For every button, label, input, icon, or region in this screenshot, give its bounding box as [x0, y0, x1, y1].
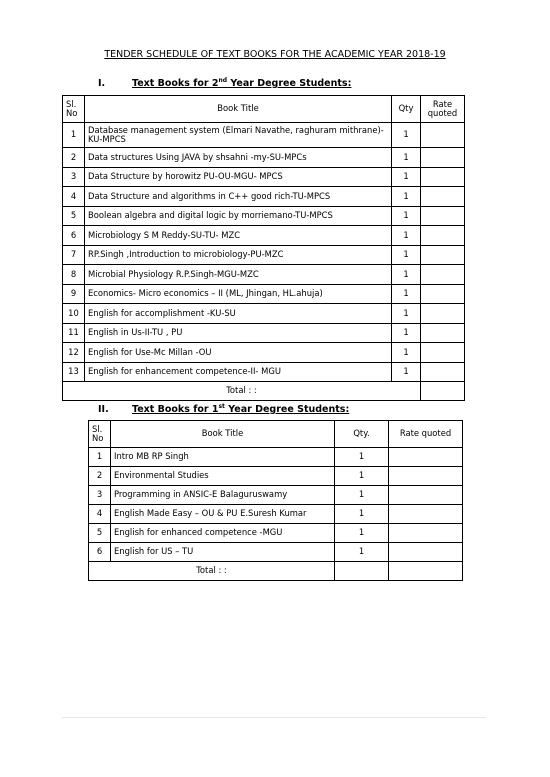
qty-cell: 1 [392, 148, 421, 168]
table-row [63, 148, 465, 168]
rate-quoted-cell [421, 226, 465, 246]
qty-cell: 1 [335, 505, 389, 524]
col-header-book-title: Book Title [85, 96, 392, 123]
qty-cell: 1 [392, 323, 421, 343]
table-row [63, 284, 465, 304]
book-title-cell: Boolean algebra and digital logic by morriemano-TU-MPCS [85, 206, 392, 226]
rate-quoted-cell [421, 167, 465, 187]
sl-no-cell: 1 [63, 123, 85, 148]
total-label: Total : : [89, 562, 335, 581]
rate-quoted-cell [421, 148, 465, 168]
book-title-cell: English Made Easy – OU & PU E.Suresh Kumar [111, 505, 335, 524]
book-title-cell: Database management system (Elmari Navathe, raghuram mithrane)- KU-MPCS [85, 123, 392, 148]
sl-no-cell: 1 [89, 448, 111, 467]
book-title-cell: Intro MB RP Singh [111, 448, 335, 467]
book-title-cell: Microbial Physiology R.P.Singh-MGU-MZC [85, 265, 392, 285]
table-row [63, 304, 465, 324]
qty-cell: 1 [335, 467, 389, 486]
table-row [89, 486, 463, 505]
table-row [63, 123, 465, 148]
sl-no-cell: 10 [63, 304, 85, 324]
sl-no-cell: 4 [63, 187, 85, 207]
sl-no-cell: 9 [63, 284, 85, 304]
qty-cell: 1 [392, 284, 421, 304]
book-title-cell: Environmental Studies [111, 467, 335, 486]
table-row [89, 505, 463, 524]
rate-quoted-cell [389, 467, 463, 486]
table-row [89, 467, 463, 486]
table-row [63, 167, 465, 187]
sl-no-cell: 12 [63, 343, 85, 363]
second-year-books-table [62, 95, 465, 401]
table-header-row [63, 96, 465, 123]
rate-quoted-cell [421, 343, 465, 363]
book-title-cell: English for US – TU [111, 543, 335, 562]
book-title-cell: Programming in ANSIC-E Balaguruswamy [111, 486, 335, 505]
qty-cell: 1 [392, 123, 421, 148]
table-row [63, 265, 465, 285]
col-header-sl-no: Sl. No [89, 421, 111, 448]
section-1-heading [98, 78, 351, 89]
book-title-cell: Data structures Using JAVA by shsahni -my-SU-MPCs [85, 148, 392, 168]
book-title-cell: English in Us-II-TU , PU [85, 323, 392, 343]
table-row [89, 448, 463, 467]
table-row [63, 323, 465, 343]
book-title-cell: RP.Singh ,Introduction to microbiology-PU-MZC [85, 245, 392, 265]
book-title-cell: Economics- Micro economics – II (ML, Jhingan, HL.ahuja) [85, 284, 392, 304]
rate-quoted-cell [421, 362, 465, 382]
rate-quoted-cell [421, 265, 465, 285]
table-row [63, 226, 465, 246]
sl-no-cell: 3 [89, 486, 111, 505]
rate-quoted-cell [421, 187, 465, 207]
sl-no-cell: 4 [89, 505, 111, 524]
sl-no-cell: 3 [63, 167, 85, 187]
section-1-label: Text Books for 2nd Year Degree Students: [132, 76, 352, 89]
col-header-sl-no: Sl. No [63, 96, 85, 123]
qty-cell: 1 [335, 486, 389, 505]
rate-quoted-cell [421, 123, 465, 148]
rate-quoted-cell [421, 323, 465, 343]
total-label: Total : : [63, 382, 421, 401]
qty-cell: 1 [392, 206, 421, 226]
table-row [63, 187, 465, 207]
total-row [89, 562, 463, 581]
col-header-book-title: Book Title [111, 421, 335, 448]
qty-cell: 1 [392, 265, 421, 285]
qty-cell: 1 [392, 304, 421, 324]
book-title-cell: English for enhanced competence -MGU [111, 524, 335, 543]
book-title-cell: English for enhancement competence-II- MGU [85, 362, 392, 382]
total-row [63, 382, 465, 401]
rate-quoted-cell [421, 206, 465, 226]
rate-quoted-cell [389, 543, 463, 562]
col-header-qty: Qty. [335, 421, 389, 448]
rate-quoted-cell [421, 284, 465, 304]
rate-quoted-cell [421, 304, 465, 324]
section-2-heading [98, 404, 349, 415]
book-title-cell: Microbiology S M Reddy-SU-TU- MZC [85, 226, 392, 246]
table-row [63, 343, 465, 363]
qty-cell: 1 [392, 343, 421, 363]
book-title-cell: Data Structure by horowitz PU-OU-MGU- MPCS [85, 167, 392, 187]
table-header-row [89, 421, 463, 448]
qty-cell: 1 [392, 187, 421, 207]
table-row [63, 245, 465, 265]
qty-cell: 1 [392, 226, 421, 246]
sl-no-cell: 8 [63, 265, 85, 285]
qty-cell: 1 [335, 524, 389, 543]
sl-no-cell: 2 [63, 148, 85, 168]
section-2-numeral: II. [98, 404, 109, 415]
qty-cell: 1 [335, 543, 389, 562]
sl-no-cell: 5 [63, 206, 85, 226]
footer-divider [62, 717, 486, 718]
sl-no-cell: 2 [89, 467, 111, 486]
sl-no-cell: 6 [63, 226, 85, 246]
sl-no-cell: 5 [89, 524, 111, 543]
col-header-rate-quoted: Rate quoted [389, 421, 463, 448]
book-title-cell: English for accomplishment -KU-SU [85, 304, 392, 324]
section-1-numeral: I. [98, 78, 106, 89]
rate-quoted-cell [389, 505, 463, 524]
sl-no-cell: 13 [63, 362, 85, 382]
qty-cell: 1 [392, 362, 421, 382]
table-row [89, 543, 463, 562]
page-title: TENDER SCHEDULE OF TEXT BOOKS FOR THE ACADEMIC YEAR 2018-19 [104, 49, 446, 60]
section-2-label: Text Books for 1st Year Degree Students: [132, 402, 350, 415]
first-year-books-table [88, 420, 463, 581]
table-row [63, 206, 465, 226]
col-header-qty: Qty [392, 96, 421, 123]
col-header-rate-quoted: Rate quoted [421, 96, 465, 123]
book-title-cell: English for Use-Mc Millan -OU [85, 343, 392, 363]
sl-no-cell: 7 [63, 245, 85, 265]
book-title-cell: Data Structure and algorithms in C++ good rich-TU-MPCS [85, 187, 392, 207]
sl-no-cell: 11 [63, 323, 85, 343]
qty-cell: 1 [392, 245, 421, 265]
total-rate-cell [389, 562, 463, 581]
table-row [89, 524, 463, 543]
qty-cell: 1 [335, 448, 389, 467]
total-qty-cell [335, 562, 389, 581]
qty-cell: 1 [392, 167, 421, 187]
rate-quoted-cell [389, 486, 463, 505]
total-rate-cell [421, 382, 465, 401]
rate-quoted-cell [421, 245, 465, 265]
rate-quoted-cell [389, 448, 463, 467]
table-row [63, 362, 465, 382]
rate-quoted-cell [389, 524, 463, 543]
sl-no-cell: 6 [89, 543, 111, 562]
